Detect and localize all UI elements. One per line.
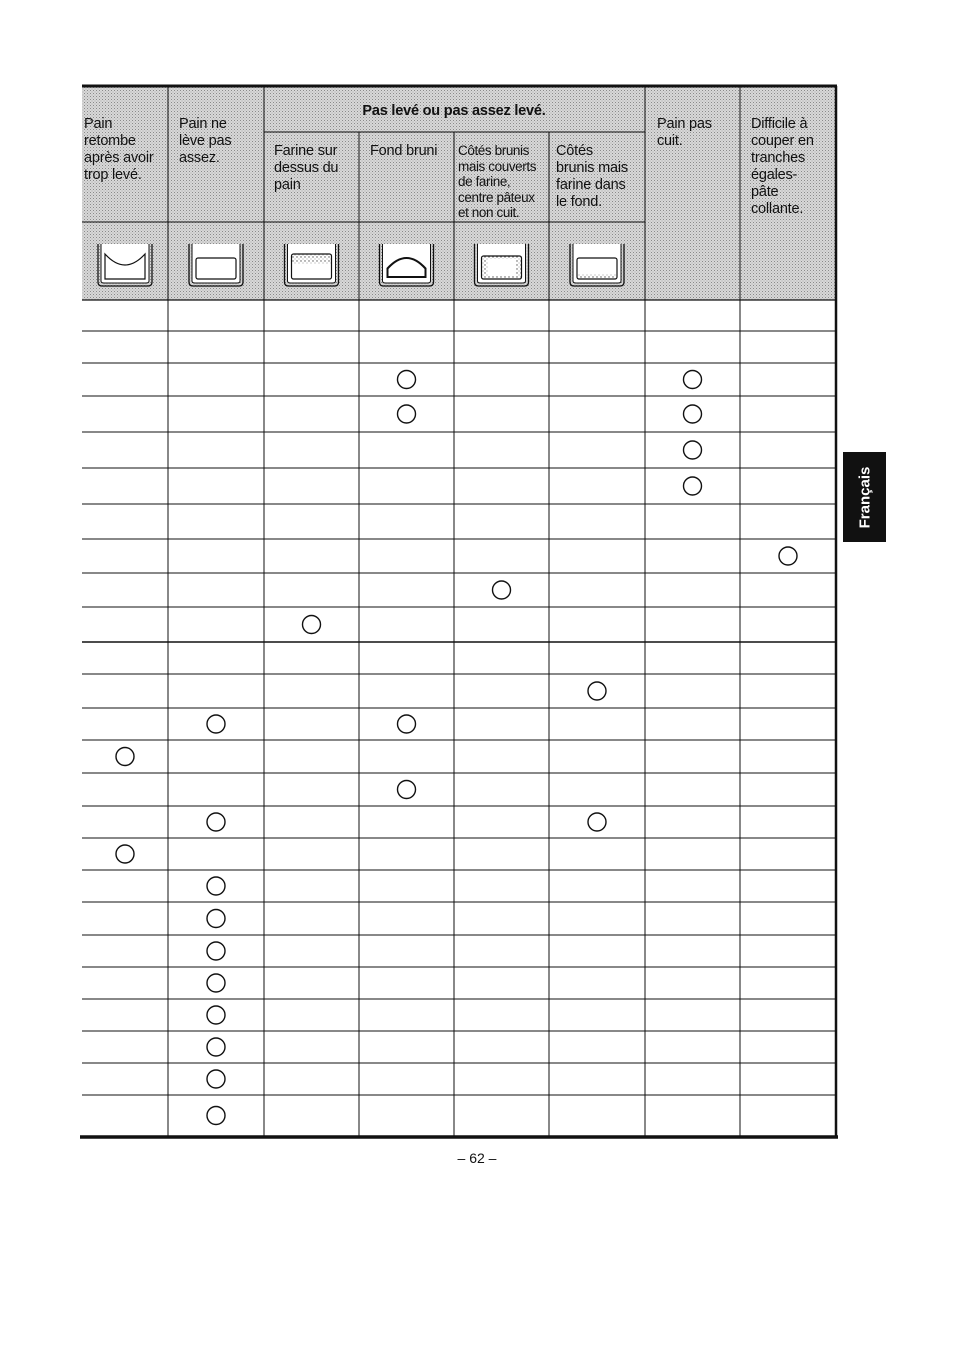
column-header-line: Pain pas: [657, 116, 712, 132]
check-circle-mark: [207, 877, 225, 895]
column-header-line: couper en: [751, 133, 814, 149]
column-header-pas_cuit: [657, 116, 738, 150]
column-header-retombe: [84, 116, 166, 184]
language-tab: [843, 452, 886, 542]
loaf-brown-dome-icon: [380, 244, 434, 286]
check-circle-mark: [684, 405, 702, 423]
column-header-line: égales-: [751, 167, 798, 183]
column-header-leve_pas: [179, 116, 262, 167]
check-circle-mark: [684, 477, 702, 495]
check-circle-mark: [684, 441, 702, 459]
column-header-cotes_farine: [458, 143, 547, 221]
language-tab-label: Français: [856, 466, 874, 528]
column-header-difficile: [751, 116, 834, 218]
loaf-flour-top-icon: [285, 244, 339, 286]
check-circle-mark: [207, 942, 225, 960]
check-circle-mark: [303, 616, 321, 634]
column-header-line: retombe: [84, 133, 136, 149]
check-circle-mark: [116, 748, 134, 766]
column-header-line: Pain ne: [179, 116, 227, 132]
column-header-line: cuit.: [657, 133, 683, 149]
loaf-flat-icon: [189, 244, 243, 286]
check-circle-mark: [207, 1038, 225, 1056]
column-header-line: Difficile à: [751, 116, 808, 132]
column-header-line: mais couverts: [458, 158, 537, 174]
column-header-line: Farine sur: [274, 143, 338, 159]
check-circle-mark: [398, 715, 416, 733]
check-circle-mark: [398, 781, 416, 799]
check-circle-mark: [398, 371, 416, 389]
check-circle-mark: [398, 405, 416, 423]
column-header-line: trop levé.: [84, 167, 142, 183]
check-circle-mark: [493, 581, 511, 599]
loaf-floury-sides-icon: [475, 244, 529, 286]
column-header-line: Côtés brunis: [458, 143, 529, 158]
check-circle-mark: [684, 371, 702, 389]
check-circle-mark: [779, 547, 797, 565]
column-header-line: pâte: [751, 184, 779, 200]
column-header-line: de farine,: [458, 174, 511, 189]
column-header-line: lève pas: [179, 133, 232, 149]
column-header-line: pain: [274, 177, 301, 193]
column-header-line: Pain: [84, 116, 113, 132]
check-circle-mark: [207, 715, 225, 733]
check-circle-mark: [207, 1006, 225, 1024]
check-circle-mark: [207, 1107, 225, 1125]
column-header-line: collante.: [751, 201, 804, 217]
column-header-line: dessus du: [274, 160, 339, 176]
column-header-line: le fond.: [556, 194, 602, 210]
column-header-line: Côtés: [556, 143, 593, 159]
page-number: – 62 –: [457, 1150, 497, 1166]
column-header-line: centre pâteux: [458, 189, 535, 205]
column-header-line: tranches: [751, 150, 806, 166]
column-header-line: farine dans: [556, 177, 626, 193]
check-circle-mark: [588, 682, 606, 700]
column-header-fond_bruni: [370, 143, 452, 160]
check-circle-mark: [207, 910, 225, 928]
group-header-pas-leve: Pas levé ou pas assez levé.: [362, 103, 546, 119]
check-circle-mark: [207, 974, 225, 992]
column-header-line: Fond bruni: [370, 143, 438, 159]
loaf-flour-bottom-icon: [570, 244, 624, 286]
check-circle-mark: [588, 813, 606, 831]
check-circle-mark: [116, 845, 134, 863]
column-header-farine_dessus: [274, 143, 357, 194]
column-header-line: après avoir: [84, 150, 154, 166]
column-header-line: assez.: [179, 150, 220, 166]
column-header-cotes_fond: [556, 143, 643, 211]
check-circle-mark: [207, 1070, 225, 1088]
column-header-line: brunis mais: [556, 160, 628, 176]
column-header-line: et non cuit.: [458, 205, 520, 220]
loaf-sunken-icon: [98, 244, 152, 286]
check-circle-mark: [207, 813, 225, 831]
